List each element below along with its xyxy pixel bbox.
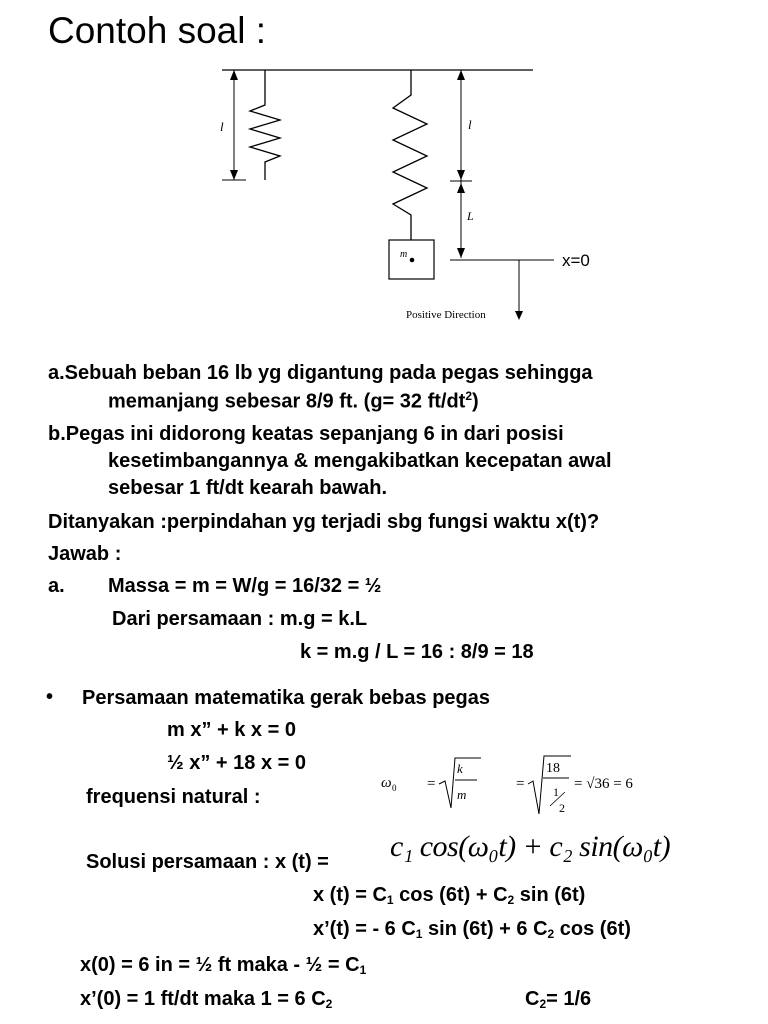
right-spring (393, 70, 427, 240)
mass-label: m (400, 249, 408, 260)
answer-a-marker: a. (48, 575, 65, 597)
problem-a-line1: a.Sebuah beban 16 lb yg digantung pada pegas sehingga (48, 362, 593, 384)
label-l-left: l (220, 119, 224, 134)
svg-text:18: 18 (546, 761, 560, 776)
solution-xprime: x’(t) = - 6 $C_1$ sin (6t) + 6 $C_2$ cos (6t) (313, 918, 631, 941)
mass-equation: Massa = m = W/g = 16/32 = ½ (108, 575, 382, 597)
solution-xt: x $(t) = C_1$ $\cos (6t) + C_2$ sin (6t) (313, 884, 586, 907)
label-l-right: l (468, 117, 472, 132)
positive-direction-arrow (515, 260, 523, 320)
left-spring (250, 70, 280, 180)
svg-text:2: 2 (559, 801, 565, 815)
problem-b-line1: b.Pegas ini didorong keatas sepanjang 6 in dari posisi (48, 423, 564, 445)
solution-formula: c₁ cos(ω₀t) + c₂ sin(ω₀t) (390, 830, 671, 863)
initial-condition-2: x’(0) = 1 ft/dt maka 1 = 6 $C_2$ (80, 988, 333, 1011)
svg-text:=: = (516, 776, 525, 792)
freq-label: frequensi natural : (86, 786, 261, 808)
motion-eq2: ½ x” + 18 x = 0 (167, 752, 306, 774)
problem-b-line3: sebesar 1 ft/dt kearah bawah. (108, 477, 388, 499)
slide-title: Contoh soal : (48, 10, 267, 51)
positive-direction-label: Positive Direction (406, 309, 486, 321)
x0-label: x=0 (562, 251, 590, 270)
svg-text:0: 0 (392, 783, 397, 793)
label-L: L (467, 209, 474, 223)
spring-diagram (0, 0, 768, 330)
right-dimension-arrows (450, 70, 472, 258)
svg-text:= √36 = 6: = √36 = 6 (574, 776, 633, 792)
problem-b-line2: kesetimbangannya & mengakibatkan kecepatan awal (108, 450, 612, 472)
svg-text:k: k (457, 761, 463, 776)
svg-text:ω: ω (381, 775, 392, 791)
motion-eq1: m x” + k x = 0 (167, 719, 296, 741)
bullet: • (46, 686, 54, 708)
asked-line: Ditanyakan :perpindahan yg terjadi sbg fungsi waktu x(t)? (48, 511, 600, 533)
initial-condition-1: x(0) = 6 in = ½ ft maka - ½ = $C_1$ (80, 954, 367, 977)
solution-label: Solusi persamaan : x (t) = (86, 851, 329, 873)
from-equation: Dari persamaan : m.g = k.L (112, 608, 368, 630)
answer-label: Jawab : (48, 543, 122, 565)
c2-value: $C_2= 1/6$ (525, 988, 592, 1011)
svg-text:1: 1 (553, 785, 559, 799)
svg-text:=: = (427, 776, 436, 792)
motion-heading: Persamaan matematika gerak bebas pegas (82, 687, 490, 709)
svg-text:m: m (457, 787, 467, 802)
left-dimension-arrow (222, 70, 246, 180)
omega-formula (375, 752, 665, 822)
problem-a-line2: memanjang sebesar 8/9 ft. (g= 32 $ft/dt^2$) (108, 389, 479, 413)
mass-dot (410, 258, 415, 263)
k-equation: k = m.g / L = 16 : 8/9 = 18 (300, 641, 534, 663)
